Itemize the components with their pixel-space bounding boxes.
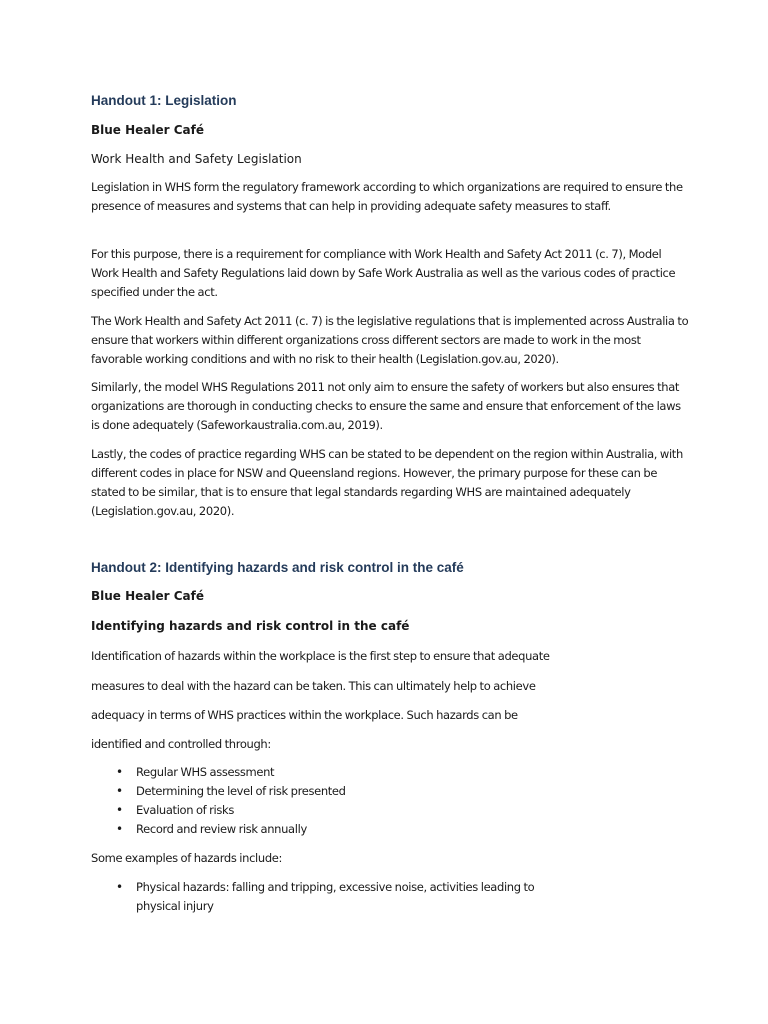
list-item <box>91 878 566 916</box>
handout-1-paragraph: Lastly, the codes of practice regarding WHS can be stated to be dependent on the region within Australia, with different codes in place for NSW and Queensland regions. However, the primary purpose for these can be stated to be similar, that is to ensure that legal standards regarding WHS are maintained adequately (Legislation.gov.au, 2020). <box>91 447 683 518</box>
handout-2-cafe-name: Blue Healer Café <box>91 589 205 603</box>
list-item-text: Record and review risk annually <box>136 822 307 836</box>
list-item <box>91 820 346 839</box>
handout-1-paragraph: For this purpose, there is a requirement for compliance with Work Health and Safety Act 2011 (c. 7), Model Work Health and Safety Regulations laid down by Safe Work Australia as well as the various codes of practice specified under the act. <box>91 247 676 299</box>
handout-2-text-line: adequacy in terms of WHS practices within the workplace. Such hazards can be <box>91 708 518 722</box>
list-item-text: Physical hazards: falling and tripping, excessive noise, activities leading to physical injury <box>136 880 535 913</box>
handout-1-paragraph: The Work Health and Safety Act 2011 (c. 7) is the legislative regulations that is implemented across Australia to ensure that workers within different organizations cross different sectors are made to work in the most favorable working conditions and with no risk to their health (Legislation.gov.au, 2020). <box>91 314 689 366</box>
handout-1-cafe-name: Blue Healer Café <box>91 123 205 137</box>
list-item <box>91 763 346 782</box>
handout-2-text-line: measures to deal with the hazard can be taken. This can ultimately help to achieve <box>91 679 536 693</box>
bullet-icon: • <box>116 784 123 798</box>
assessment-steps-list <box>91 763 346 839</box>
list-item <box>91 801 346 820</box>
hazard-examples-list <box>91 878 566 916</box>
bullet-icon: • <box>116 822 123 836</box>
handout-2-subtitle: Identifying hazards and risk control in the café <box>91 619 410 633</box>
handout-2-heading: Handout 2: Identifying hazards and risk control in the café <box>91 560 464 575</box>
list-item-text: Determining the level of risk presented <box>136 784 346 798</box>
bullet-icon: • <box>116 880 123 894</box>
list-item <box>91 782 346 801</box>
handout-2-text-line: identified and controlled through: <box>91 737 271 751</box>
handout-1-heading: Handout 1: Legislation <box>91 93 237 108</box>
handout-1-paragraph: Similarly, the model WHS Regulations 2011 not only aim to ensure the safety of workers but also ensures that organizations are thorough in conducting checks to ensure the same and ensure that enforcement of the laws is done adequately (Safeworkaustralia.com.au, 2019). <box>91 380 681 432</box>
handout-1-paragraph: Legislation in WHS form the regulatory framework according to which organizations are required to ensure the presence of measures and systems that can help in providing adequate safety measures to staff. <box>91 180 683 213</box>
list-item-text: Evaluation of risks <box>136 803 234 817</box>
handout-1-subtitle: Work Health and Safety Legislation <box>91 152 302 166</box>
list-item-text: Regular WHS assessment <box>136 765 275 779</box>
bullet-icon: • <box>116 803 123 817</box>
handout-2-text-line: Identification of hazards within the workplace is the first step to ensure that adequate <box>91 649 550 663</box>
examples-intro: Some examples of hazards include: <box>91 851 283 865</box>
bullet-icon: • <box>116 765 123 779</box>
